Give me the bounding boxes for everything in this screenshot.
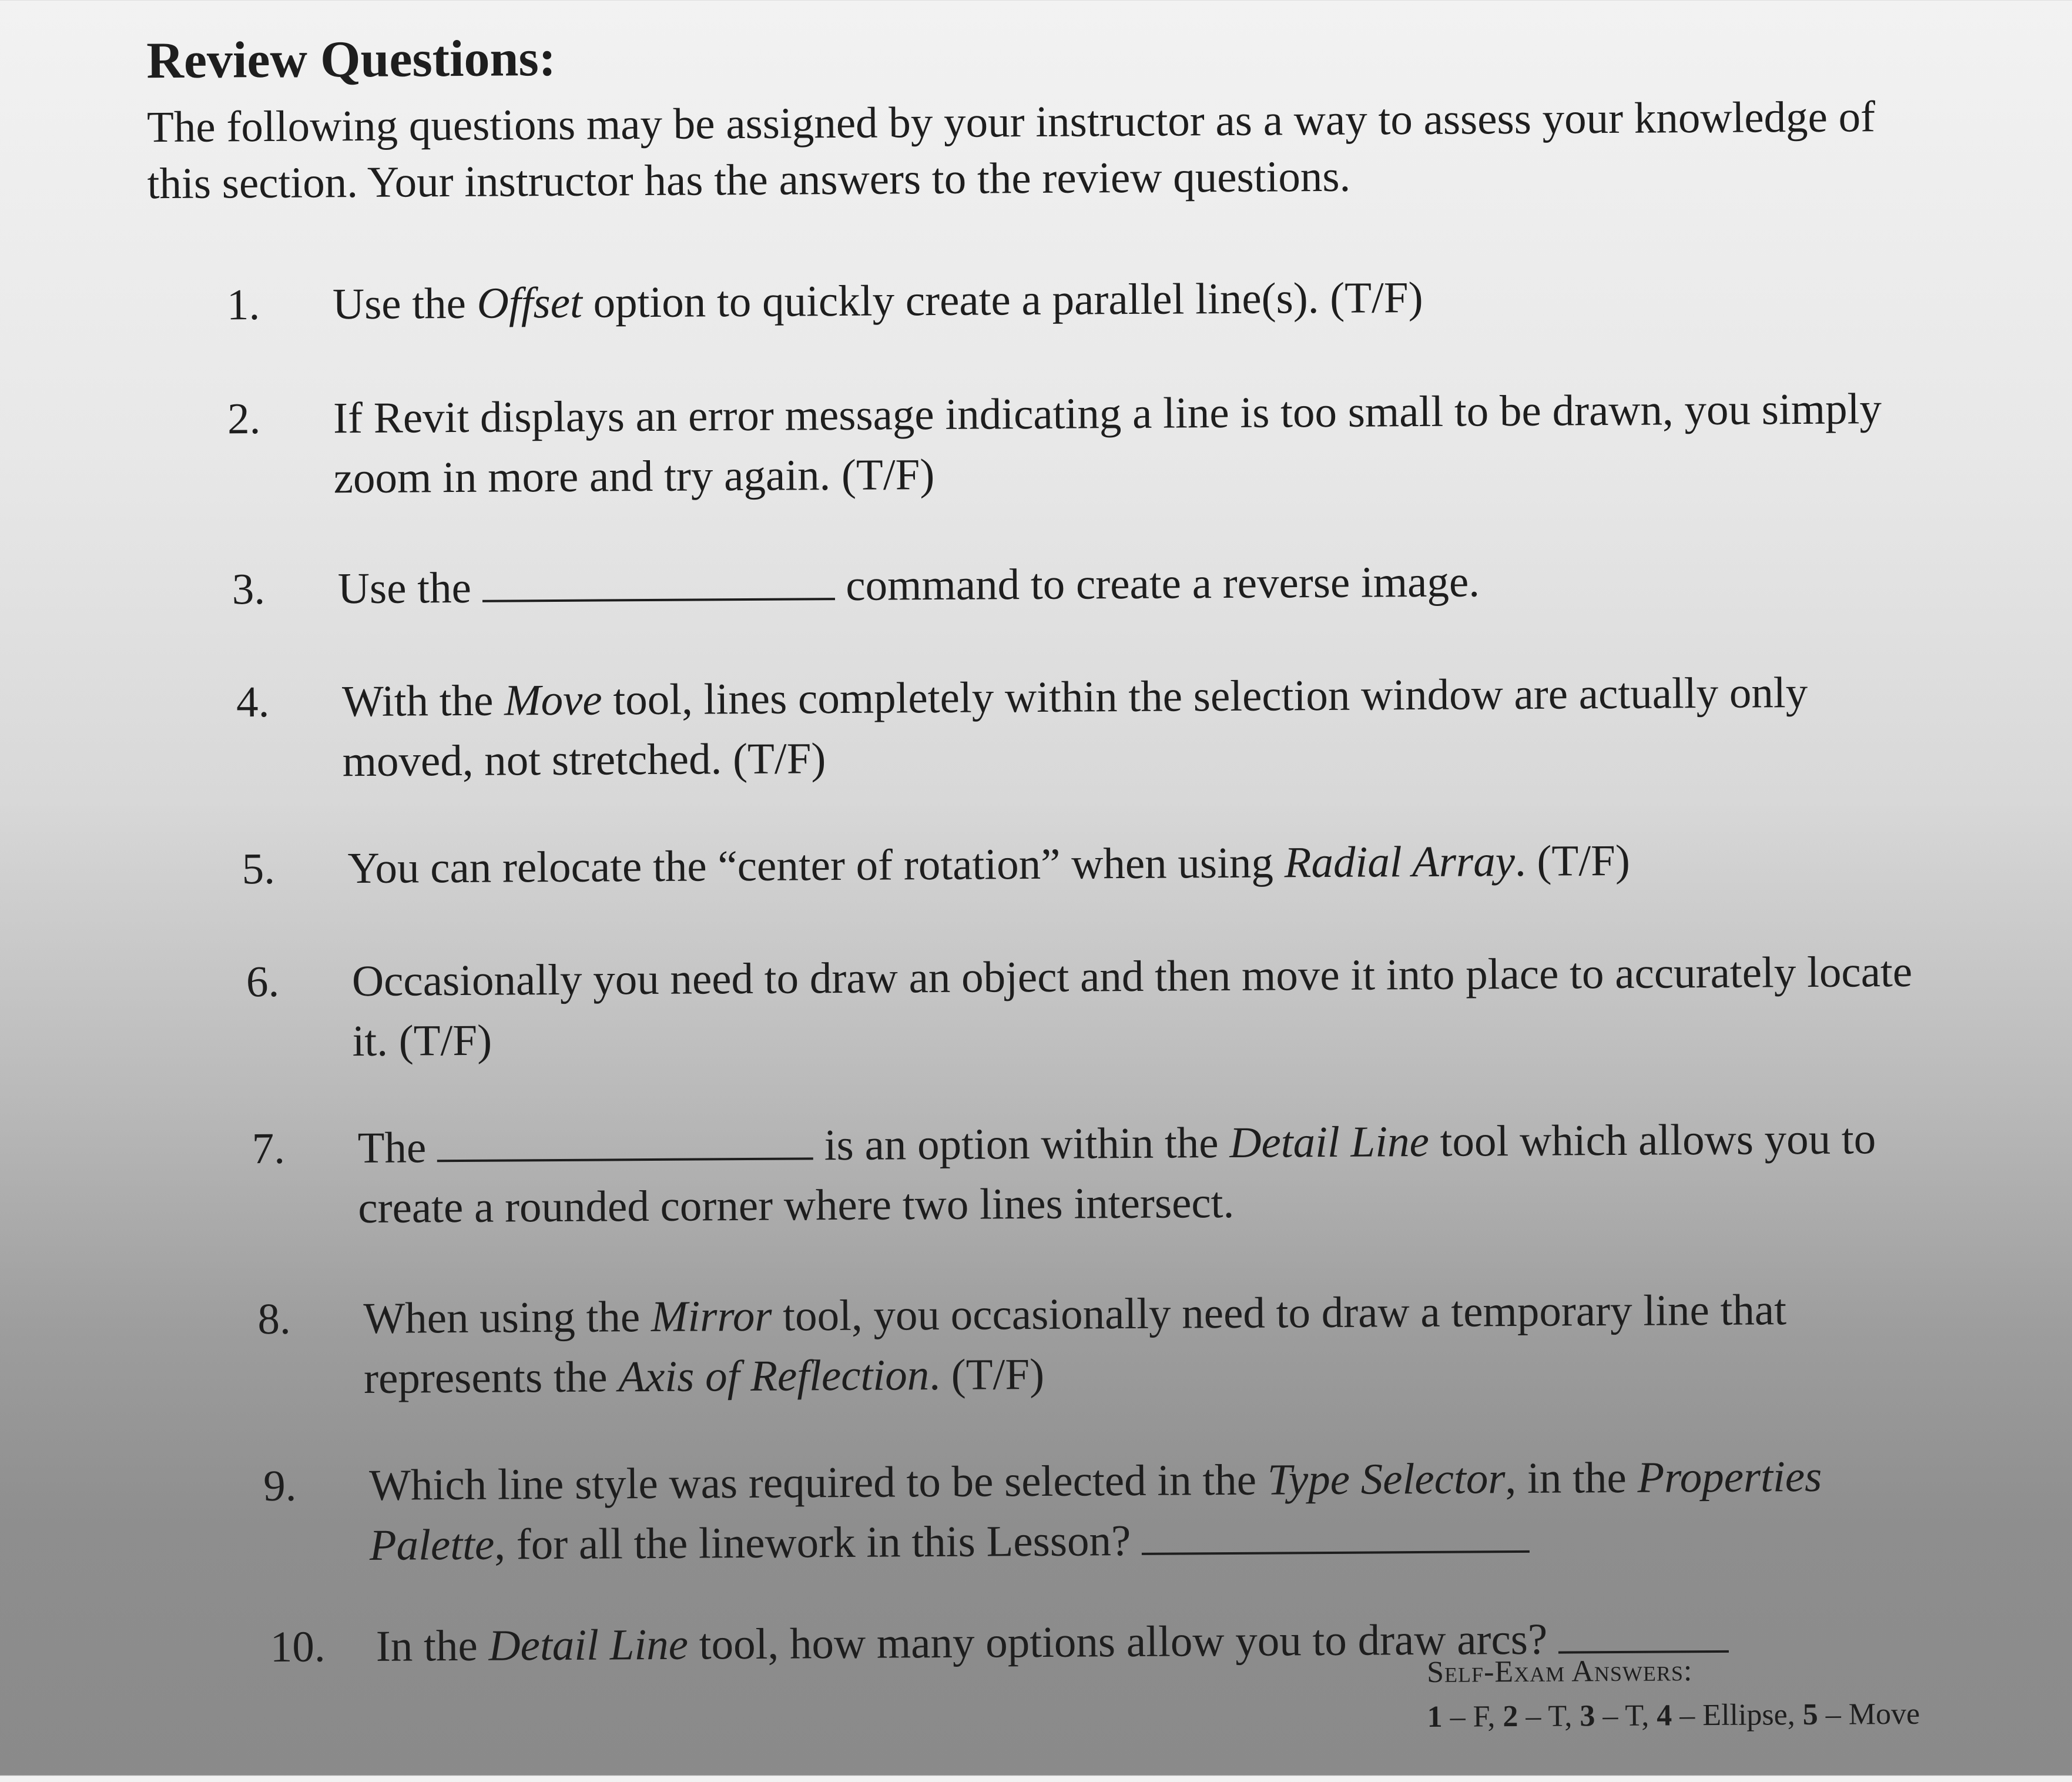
text-run: . (T/F) xyxy=(928,1349,1045,1400)
answer-blank xyxy=(1142,1515,1530,1555)
question-number: 8. xyxy=(257,1294,291,1344)
text-run: tool, how many options allow you to draw arcs? xyxy=(688,1614,1559,1669)
intro-paragraph: The following questions may be assigned by your instructor as a way to assess your knowledge of this section. Your instructor has the answers to the review questions. xyxy=(146,92,1876,209)
text-run: , in the xyxy=(1505,1453,1638,1503)
text-run: With the xyxy=(341,676,505,726)
answer-comma: , xyxy=(1787,1698,1803,1732)
text-run: Which line style was required to be selected in the xyxy=(368,1455,1268,1510)
emphasis-term: Type Selector xyxy=(1267,1454,1506,1505)
answer-separator: – xyxy=(1518,1699,1548,1734)
text-run: Use the xyxy=(332,279,477,329)
text-run: , for all the linework in this Lesson? xyxy=(494,1516,1142,1569)
question-8 xyxy=(257,1279,1962,1404)
emphasis-term: Detail Line xyxy=(1229,1117,1430,1167)
text-run: The xyxy=(357,1123,438,1173)
question-6 xyxy=(246,942,1950,1066)
question-text xyxy=(363,1279,1962,1409)
text-run: Use the xyxy=(337,563,482,614)
question-1 xyxy=(226,265,1931,330)
answer-blank xyxy=(482,562,834,602)
answer-separator: – xyxy=(1442,1700,1473,1734)
question-number: 3. xyxy=(232,565,266,614)
text-run: is an option within the xyxy=(813,1118,1230,1170)
text-run: In the xyxy=(375,1621,489,1671)
answer-separator: – xyxy=(1818,1697,1849,1731)
text-run: tool, lines completely within the selection window are actually only moved, not stretched. (T/F) xyxy=(342,668,1808,786)
question-text xyxy=(333,265,1932,335)
question-number: 9. xyxy=(263,1461,297,1511)
answer-value: Move xyxy=(1848,1697,1920,1731)
question-5 xyxy=(242,829,1946,894)
answer-number: 1 xyxy=(1427,1700,1443,1734)
emphasis-term: Move xyxy=(504,675,602,725)
answer-blank xyxy=(437,1122,813,1162)
self-exam-answer-list xyxy=(1427,1691,2014,1740)
question-number: 1. xyxy=(226,280,260,330)
answer-blank xyxy=(1558,1615,1729,1654)
text-run: option to quickly create a parallel line(s). (T/F) xyxy=(582,273,1423,327)
question-number: 6. xyxy=(246,957,280,1007)
text-run: command to create a reverse image. xyxy=(834,557,1480,611)
question-text xyxy=(357,1108,1956,1238)
answer-value: T xyxy=(1548,1699,1565,1733)
question-number: 10. xyxy=(270,1622,326,1672)
question-number: 7. xyxy=(252,1124,286,1174)
answer-comma: , xyxy=(1487,1700,1503,1734)
answer-value: T xyxy=(1625,1699,1642,1733)
question-2 xyxy=(227,379,1932,503)
question-text xyxy=(347,829,1946,899)
answer-number: 2 xyxy=(1503,1700,1518,1734)
answer-comma: , xyxy=(1564,1699,1580,1733)
question-7 xyxy=(252,1108,1956,1233)
question-3 xyxy=(232,550,1936,614)
text-run: Occasionally you need to draw an object and then move it into place to accurately locate it. (T/F) xyxy=(351,947,1913,1066)
emphasis-term: Axis of Reflection xyxy=(618,1351,930,1402)
question-text xyxy=(369,1446,1968,1576)
self-exam-title: Self-Exam Answers: xyxy=(1426,1654,1693,1689)
emphasis-term: Properties Palette xyxy=(369,1452,1822,1570)
text-run: . (T/F) xyxy=(1514,836,1631,886)
answer-number: 4 xyxy=(1657,1699,1672,1733)
text-run: You can relocate the “center of rotation” when using xyxy=(347,838,1285,893)
text-run: tool, you occasionally need to draw a temporary line that represents the xyxy=(363,1285,1787,1404)
page-title: Review Questions: xyxy=(146,29,556,90)
question-number: 2. xyxy=(227,394,261,444)
text-run: If Revit displays an error message indicating a line is too small to be drawn, you simply zoom in more and try again. (T/F) xyxy=(333,384,1882,503)
question-text xyxy=(333,379,1932,509)
emphasis-term: Radial Array xyxy=(1284,837,1516,887)
self-exam-answers xyxy=(1427,1647,2015,1740)
question-text xyxy=(342,662,1941,792)
answer-number: 5 xyxy=(1802,1697,1818,1732)
question-number: 4. xyxy=(236,677,270,727)
text-run: When using the xyxy=(363,1292,652,1344)
answer-comma: , xyxy=(1641,1699,1657,1733)
answer-number: 3 xyxy=(1580,1699,1595,1733)
question-text xyxy=(352,942,1951,1071)
answer-separator: – xyxy=(1595,1699,1625,1733)
question-9 xyxy=(263,1446,1967,1570)
answer-value: F xyxy=(1473,1700,1488,1734)
emphasis-term: Detail Line xyxy=(488,1620,689,1670)
answer-separator: – xyxy=(1672,1699,1703,1733)
text-run: tool which allows you to create a rounded corner where two lines intersect. xyxy=(358,1114,1876,1233)
question-4 xyxy=(236,662,1940,786)
emphasis-term: Mirror xyxy=(651,1291,772,1342)
question-number: 5. xyxy=(242,844,276,894)
question-text xyxy=(338,550,1937,619)
emphasis-term: Offset xyxy=(477,278,583,328)
answer-value: Ellipse xyxy=(1702,1698,1788,1733)
